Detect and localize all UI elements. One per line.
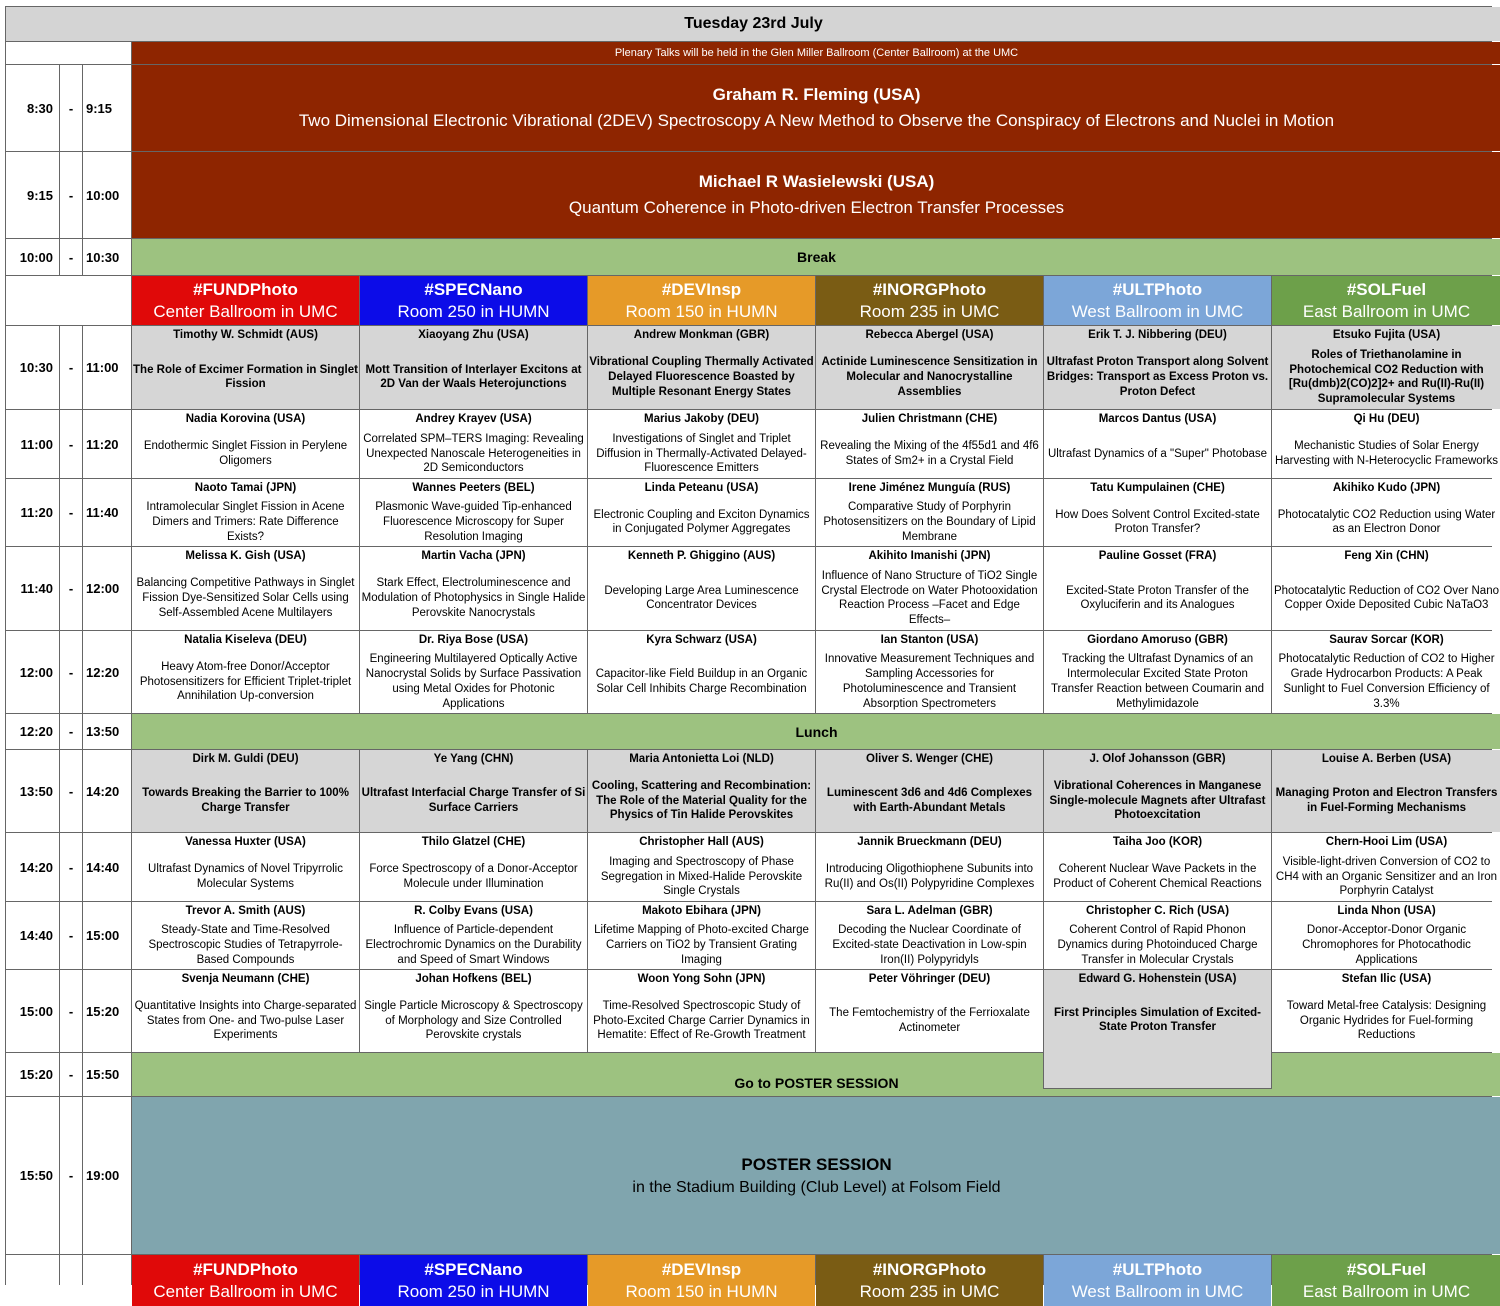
talk-speaker: J. Olof Johansson (GBR) xyxy=(1089,753,1226,765)
talk-cell xyxy=(1044,631,1271,713)
talk-speaker: Dr. Riya Bose (USA) xyxy=(418,634,529,646)
talk-speaker: Svenja Neumann (CHE) xyxy=(181,973,310,985)
track-header xyxy=(132,276,359,325)
talk-cell xyxy=(816,410,1043,478)
talk-speaker: Linda Nhon (USA) xyxy=(1337,905,1436,917)
talk-speaker: Irene Jiménez Munguía (RUS) xyxy=(848,482,1011,494)
time-separator: - xyxy=(60,410,82,478)
page-title: Tuesday 23rd July xyxy=(6,7,1500,41)
track-header xyxy=(588,276,815,325)
time-start: 11:20 xyxy=(6,479,59,546)
plenary-talk xyxy=(132,152,1500,238)
time-start: 15:50 xyxy=(6,1097,59,1254)
talk-cell xyxy=(816,479,1043,546)
time-separator: - xyxy=(60,1053,82,1096)
talk-cell xyxy=(1044,970,1271,1088)
time-separator: - xyxy=(60,326,82,409)
track-room: Room 235 in UMC xyxy=(859,301,1000,321)
time-start: 9:15 xyxy=(6,152,59,238)
talk-cell xyxy=(816,750,1043,832)
talk-cell xyxy=(132,833,359,901)
talk-cell xyxy=(588,326,815,409)
time-end: 14:40 xyxy=(83,833,131,901)
time-separator: - xyxy=(60,714,82,749)
talk-title: Developing Large Area Luminescence Concentrator Devices xyxy=(604,584,799,612)
talk-title: Photocatalytic CO2 Reduction using Water as an Electron Donor xyxy=(1277,508,1496,536)
talk-title: Ultrafast Interfacial Charge Transfer of Si Surface Carriers xyxy=(361,787,586,814)
talk-title: Influence of Particle-dependent Electrochromic Dynamics on the Durability and Speed of Smart Windows xyxy=(365,924,582,966)
talk-title: Endothermic Singlet Fission in Perylene Oligomers xyxy=(143,440,348,467)
talk-speaker: Akihito Imanishi (JPN) xyxy=(868,550,991,562)
talk-speaker: Timothy W. Schmidt (AUS) xyxy=(173,329,318,341)
track-header xyxy=(1044,1255,1271,1306)
talk-cell xyxy=(816,970,1043,1052)
track-room: East Ballroom in UMC xyxy=(1302,301,1471,321)
poster-session xyxy=(132,1097,1500,1254)
talk-cell xyxy=(816,902,1043,969)
talk-title: Force Spectroscopy of a Donor-Acceptor Molecule under Illumination xyxy=(369,863,578,890)
talk-title: Photocatalytic Reduction of CO2 Over Nano Copper Oxide Deposited Cubic NaTaO3 xyxy=(1273,584,1499,612)
time-start: 15:20 xyxy=(6,1053,59,1096)
talk-cell xyxy=(132,479,359,546)
talk-cell xyxy=(588,631,815,713)
track-room: Center Ballroom in UMC xyxy=(153,301,338,321)
talk-speaker: Johan Hofkens (BEL) xyxy=(415,973,532,985)
time-blank xyxy=(6,276,131,325)
time-end: 15:20 xyxy=(83,970,131,1052)
time-end: 15:00 xyxy=(83,902,131,969)
talk-cell xyxy=(816,547,1043,630)
track-tag: #INORGPhoto xyxy=(872,1259,987,1279)
talk-speaker: Martin Vacha (JPN) xyxy=(421,550,526,562)
track-room: Room 250 in HUMN xyxy=(397,301,550,321)
talk-title: Balancing Competitive Pathways in Singlet Fission Dye-Sensitized Solar Cells using Self-Assembled Acene Multilayers xyxy=(136,577,355,619)
talk-speaker: Ye Yang (CHN) xyxy=(433,753,514,765)
talk-title: Coherent Control of Rapid Phonon Dynamics during Photoinduced Charge Transfer in Molecular Crystals xyxy=(1057,924,1258,966)
talk-title: Capacitor-like Field Buildup in an Organic Solar Cell Inhibits Charge Recombination xyxy=(595,668,808,695)
time-end: 15:50 xyxy=(83,1053,131,1096)
talk-speaker: Taiha Joo (KOR) xyxy=(1112,836,1203,848)
time-separator: - xyxy=(60,902,82,969)
talk-title: Toward Metal-free Catalysis: Designing Organic Hydrides for Fuel-forming Reductions xyxy=(1286,999,1487,1042)
track-tag: #DEVInsp xyxy=(661,279,742,299)
track-header xyxy=(1044,276,1271,325)
talk-speaker: Christopher C. Rich (USA) xyxy=(1085,905,1230,917)
talk-speaker: Nadia Korovina (USA) xyxy=(185,413,306,425)
talk-title: Cooling, Scattering and Recombination: The Role of the Material Quality for the Physics of Tin Halide Perovskites xyxy=(591,779,812,822)
track-header xyxy=(1272,276,1500,325)
talk-title: Mott Transition of Interlayer Excitons at 2D Van der Waals Heterojunctions xyxy=(365,363,582,391)
talk-cell xyxy=(360,410,587,478)
talk-cell xyxy=(588,750,815,832)
time-separator: - xyxy=(60,970,82,1052)
poster-heading: POSTER SESSION xyxy=(741,1154,892,1174)
track-room: Room 235 in UMC xyxy=(859,1281,1000,1301)
talk-cell xyxy=(588,410,815,478)
talk-title: Electronic Coupling and Exciton Dynamics in Conjugated Polymer Aggregates xyxy=(593,508,810,536)
talk-cell xyxy=(360,902,587,969)
talk-title: Introducing Oligothiophene Subunits into Ru(II) and Os(II) Polypyridine Complexes xyxy=(824,863,1035,890)
talk-speaker: Andrey Krayev (USA) xyxy=(415,413,532,425)
time-blank xyxy=(60,1255,82,1306)
talk-speaker: Natalia Kiseleva (DEU) xyxy=(184,634,307,646)
plenary-title: Quantum Coherence in Photo-driven Electron Transfer Processes xyxy=(568,198,1065,217)
time-end: 10:00 xyxy=(83,152,131,238)
talk-title: Photocatalytic Reduction of CO2 to Higher Grade Hydrocarbon Products: A Peak Sunlight to Fuel Conversion Efficiency of 3.3% xyxy=(1278,653,1495,710)
talk-title: First Principles Simulation of Excited-State Proton Transfer xyxy=(1053,1006,1262,1034)
talk-cell xyxy=(1044,902,1271,969)
track-room: East Ballroom in UMC xyxy=(1302,1281,1471,1301)
talk-title: Mechanistic Studies of Solar Energy Harvesting with N-Heterocyclic Frameworks xyxy=(1274,440,1499,467)
talk-speaker: Etsuko Fujita (USA) xyxy=(1332,329,1441,341)
talk-cell xyxy=(1272,479,1500,546)
talk-speaker: Woon Yong Sohn (JPN) xyxy=(637,973,766,985)
talk-speaker: Saurav Sorcar (KOR) xyxy=(1329,634,1444,646)
talk-speaker: Christopher Hall (AUS) xyxy=(639,836,764,848)
talk-speaker: Dirk M. Guldi (DEU) xyxy=(192,753,299,765)
talk-speaker: Edward G. Hohenstein (USA) xyxy=(1078,973,1237,985)
talk-title: The Femtochemistry of the Ferrioxalate Actinometer xyxy=(829,1007,1030,1034)
talk-cell xyxy=(132,631,359,713)
talk-title: Luminescent 3d6 and 4d6 Complexes with Earth-Abundant Metals xyxy=(826,787,1033,814)
talk-speaker: Pauline Gosset (FRA) xyxy=(1098,550,1217,562)
talk-cell xyxy=(1044,833,1271,901)
talk-cell xyxy=(588,902,815,969)
track-tag: #FUNDPhoto xyxy=(193,279,298,299)
talk-speaker: Andrew Monkman (GBR) xyxy=(633,329,770,341)
talk-cell xyxy=(132,902,359,969)
time-end: 9:15 xyxy=(83,65,131,151)
talk-title: Donor-Acceptor-Donor Organic Chromophores for Photocathodic Applications xyxy=(1302,924,1471,966)
track-room: West Ballroom in UMC xyxy=(1071,301,1244,321)
talk-cell xyxy=(360,479,587,546)
talk-title: Decoding the Nuclear Coordinate of Excited-state Deactivation in Low-spin Iron(II) Polypyridyls xyxy=(832,924,1027,966)
time-start: 12:20 xyxy=(6,714,59,749)
poster-subtitle: in the Stadium Building (Club Level) at Folsom Field xyxy=(632,1178,1001,1196)
talk-title: Correlated SPM–TERS Imaging: Revealing Unexpected Nanoscale Heterogeneities in 2D Semiconductors xyxy=(363,432,584,475)
talk-speaker: Akihiko Kudo (JPN) xyxy=(1332,482,1441,494)
track-tag: #SOLFuel xyxy=(1346,279,1427,299)
track-header xyxy=(132,1255,359,1306)
talk-title: Ultrafast Dynamics of a "Super" Photobase xyxy=(1047,447,1268,460)
talk-title: Roles of Triethanolamine in Photochemical CO2 Reduction with [Ru(dmb)2(CO)2]2+ and Ru(II)-Ru(II) Supramolecular Systems xyxy=(1288,348,1485,406)
time-end: 12:20 xyxy=(83,631,131,713)
talk-title: Comparative Study of Porphyrin Photosensitizers on the Boundary of Lipid Membrane xyxy=(823,501,1036,543)
talk-title: Imaging and Spectroscopy of Phase Segregation in Mixed-Halide Perovskite Single Crystals xyxy=(600,855,803,898)
talk-cell xyxy=(588,547,815,630)
plenary-title: Two Dimensional Electronic Vibrational (2DEV) Spectroscopy A New Method to Observe the Conspiracy of Electrons and Nuclei in Motion xyxy=(298,111,1335,130)
talk-cell xyxy=(1272,326,1500,409)
time-start: 14:40 xyxy=(6,902,59,969)
talk-title: Influence of Nano Structure of TiO2 Single Crystal Electrode on Water Photooxidation Reaction Process –Facet and Edge Effects– xyxy=(821,569,1038,627)
talk-cell xyxy=(816,833,1043,901)
talk-title: Time-Resolved Spectroscopic Study of Photo-Excited Charge Carrier Dynamics in Hematite: Effect of Re-Growth Treatment xyxy=(593,999,810,1042)
talk-cell xyxy=(1044,326,1271,409)
talk-speaker: Tatu Kumpulainen (CHE) xyxy=(1090,482,1225,494)
talk-title: Quantitative Insights into Charge-separated States from One- and Two-pulse Laser Experiments xyxy=(134,999,357,1042)
time-end: 10:30 xyxy=(83,239,131,275)
talk-speaker: Feng Xin (CHN) xyxy=(1344,550,1429,562)
talk-speaker: Melissa K. Gish (USA) xyxy=(185,550,306,562)
talk-cell xyxy=(816,631,1043,713)
talk-speaker: Erik T. J. Nibbering (DEU) xyxy=(1088,329,1227,341)
time-end: 11:20 xyxy=(83,410,131,478)
talk-speaker: Marius Jakoby (DEU) xyxy=(643,413,760,425)
talk-cell xyxy=(360,833,587,901)
talk-title: Innovative Measurement Techniques and Sampling Accessories for Photoluminescence and Transient Absorption Spectrometers xyxy=(824,653,1035,710)
track-header xyxy=(816,1255,1043,1306)
track-tag: #SPECNano xyxy=(424,1259,523,1279)
talk-cell xyxy=(1272,631,1500,713)
talk-title: Engineering Multilayered Optically Active Nanocrystal Solids by Surface Passivation using Metal Oxides for Photonic Applications xyxy=(365,653,582,710)
time-blank xyxy=(6,42,131,64)
talk-speaker: Sara L. Adelman (GBR) xyxy=(866,905,993,917)
talk-speaker: Julien Christmann (CHE) xyxy=(861,413,998,425)
talk-cell xyxy=(1272,547,1500,630)
talk-speaker: Louise A. Berben (USA) xyxy=(1321,753,1452,765)
talk-title: Towards Breaking the Barrier to 100% Charge Transfer xyxy=(142,787,349,814)
time-end: 14:20 xyxy=(83,750,131,832)
talk-cell xyxy=(588,970,815,1052)
break-bar: Break xyxy=(132,239,1500,275)
time-separator: - xyxy=(60,479,82,546)
poster-go-bar: Go to POSTER SESSION xyxy=(132,1053,1500,1096)
talk-cell xyxy=(1272,902,1500,969)
track-header xyxy=(360,276,587,325)
plenary-talk xyxy=(132,65,1500,151)
talk-cell xyxy=(1044,410,1271,478)
talk-speaker: Makoto Ebihara (JPN) xyxy=(642,905,761,917)
time-separator: - xyxy=(60,750,82,832)
talk-cell xyxy=(816,326,1043,409)
talk-speaker: Kenneth P. Ghiggino (AUS) xyxy=(627,550,776,562)
track-room: Room 150 in HUMN xyxy=(625,1281,778,1301)
talk-speaker: Oliver S. Wenger (CHE) xyxy=(866,753,993,765)
talk-title: Investigations of Singlet and Triplet Diffusion in Thermally-Activated Delayed-Fluorescence Emitters xyxy=(596,432,807,475)
talk-cell xyxy=(132,326,359,409)
talk-cell xyxy=(588,479,815,546)
talk-cell xyxy=(588,833,815,901)
time-separator: - xyxy=(60,152,82,238)
talk-title: Plasmonic Wave-guided Tip-enhanced Fluorescence Microscopy for Super Resolution Imaging xyxy=(375,501,572,543)
talk-cell xyxy=(1044,547,1271,630)
talk-cell xyxy=(132,750,359,832)
track-tag: #ULTPhoto xyxy=(1112,279,1203,299)
plenary-note: Plenary Talks will be held in the Glen Miller Ballroom (Center Ballroom) at the UMC xyxy=(132,42,1500,64)
time-start: 13:50 xyxy=(6,750,59,832)
track-tag: #SOLFuel xyxy=(1346,1259,1427,1279)
talk-speaker: Vanessa Huxter (USA) xyxy=(185,836,306,848)
track-header xyxy=(588,1255,815,1306)
talk-title: Managing Proton and Electron Transfers in Fuel-Forming Mechanisms xyxy=(1275,787,1498,814)
talk-speaker: Marcos Dantus (USA) xyxy=(1098,413,1217,425)
track-header xyxy=(360,1255,587,1306)
talk-title: How Does Solvent Control Excited-state Proton Transfer? xyxy=(1055,508,1260,536)
talk-cell xyxy=(360,631,587,713)
time-separator: - xyxy=(60,239,82,275)
talk-cell xyxy=(1272,750,1500,832)
talk-speaker: Thilo Glatzel (CHE) xyxy=(421,836,526,848)
talk-title: Excited-State Proton Transfer of the Oxyluciferin and its Analogues xyxy=(1066,584,1249,612)
track-header xyxy=(816,276,1043,325)
track-room: Room 250 in HUMN xyxy=(397,1281,550,1301)
track-tag: #ULTPhoto xyxy=(1112,1259,1203,1279)
track-header xyxy=(1272,1255,1500,1306)
time-start: 10:00 xyxy=(6,239,59,275)
talk-speaker: R. Colby Evans (USA) xyxy=(414,905,533,917)
talk-speaker: Chern-Hooi Lim (USA) xyxy=(1325,836,1448,848)
time-start: 11:00 xyxy=(6,410,59,478)
talk-cell xyxy=(360,326,587,409)
track-tag: #FUNDPhoto xyxy=(193,1259,298,1279)
time-separator: - xyxy=(60,547,82,630)
talk-title: Stark Effect, Electroluminescence and Modulation of Photophysics in Single Halide Perovskite Nanocrystals xyxy=(361,577,586,619)
talk-title: Ultrafast Proton Transport along Solvent Bridges: Transport as Excess Proton vs. Proton Defect xyxy=(1046,356,1269,398)
talk-cell xyxy=(1044,479,1271,546)
talk-title: Single Particle Microscopy & Spectroscopy of Morphology and Size Controlled Perovskite crystals xyxy=(364,999,583,1042)
track-tag: #SPECNano xyxy=(424,279,523,299)
talk-speaker: Giordano Amoruso (GBR) xyxy=(1087,634,1228,646)
time-end: 13:50 xyxy=(83,714,131,749)
talk-title: The Role of Excimer Formation in Singlet Fission xyxy=(133,363,358,391)
talk-title: Actinide Luminescence Sensitization in Molecular and Nanocrystalline Assemblies xyxy=(821,356,1038,398)
talk-speaker: Rebecca Abergel (USA) xyxy=(865,329,994,341)
talk-cell xyxy=(360,750,587,832)
talk-title: Coherent Nuclear Wave Packets in the Product of Coherent Chemical Reactions xyxy=(1053,863,1262,890)
talk-speaker: Jannik Brueckmann (DEU) xyxy=(857,836,1002,848)
talk-speaker: Peter Vöhringer (DEU) xyxy=(868,973,991,985)
talk-speaker: Maria Antonietta Loi (NLD) xyxy=(629,753,774,765)
time-start: 11:40 xyxy=(6,547,59,630)
time-start: 10:30 xyxy=(6,326,59,409)
talk-cell xyxy=(132,970,359,1052)
time-blank xyxy=(83,1255,131,1306)
talk-speaker: Stefan Ilic (USA) xyxy=(1341,973,1432,985)
talk-speaker: Xiaoyang Zhu (USA) xyxy=(418,329,529,341)
time-separator: - xyxy=(60,1097,82,1254)
plenary-speaker: Michael R Wasielewski (USA) xyxy=(698,172,935,191)
time-end: 12:00 xyxy=(83,547,131,630)
track-tag: #INORGPhoto xyxy=(872,279,987,299)
talk-cell xyxy=(132,410,359,478)
talk-cell xyxy=(1044,750,1271,832)
talk-cell xyxy=(360,970,587,1052)
talk-cell xyxy=(1272,410,1500,478)
talk-cell xyxy=(1272,970,1500,1052)
talk-title: Revealing the Mixing of the 4f55d1 and 4f6 States of Sm2+ in a Crystal Field xyxy=(820,440,1039,467)
schedule-grid xyxy=(5,6,1499,1301)
time-separator: - xyxy=(60,631,82,713)
talk-speaker: Ian Stanton (USA) xyxy=(880,634,979,646)
track-room: West Ballroom in UMC xyxy=(1071,1281,1244,1301)
talk-speaker: Wannes Peeters (BEL) xyxy=(412,482,535,494)
talk-speaker: Kyra Schwarz (USA) xyxy=(646,634,757,646)
time-start: 15:00 xyxy=(6,970,59,1052)
talk-title: Heavy Atom-free Donor/Acceptor Photosensitizers for Efficient Triplet-triplet Annihilation Up-conversion xyxy=(139,660,352,703)
talk-title: Vibrational Coherences in Manganese Single-molecule Magnets after Ultrafast Photoexcitation xyxy=(1049,779,1266,822)
time-end: 19:00 xyxy=(83,1097,131,1254)
talk-cell xyxy=(1272,833,1500,901)
talk-speaker: Naoto Tamai (JPN) xyxy=(194,482,297,494)
talk-title: Tracking the Ultrafast Dynamics of an Intermolecular Excited State Proton Transfer Reaction between Coumarin and Methylimidazole xyxy=(1050,653,1265,710)
talk-title: Vibrational Coupling Thermally Activated Delayed Fluorescence Boasted by Multiple Resonant Energy States xyxy=(589,356,814,398)
time-blank xyxy=(6,1255,59,1306)
plenary-speaker: Graham R. Fleming (USA) xyxy=(712,85,921,104)
talk-cell xyxy=(132,547,359,630)
talk-speaker: Trevor A. Smith (AUS) xyxy=(185,905,306,917)
track-room: Center Ballroom in UMC xyxy=(153,1281,338,1301)
time-separator: - xyxy=(60,65,82,151)
time-start: 8:30 xyxy=(6,65,59,151)
track-tag: #DEVInsp xyxy=(661,1259,742,1279)
talk-cell xyxy=(360,547,587,630)
talk-title: Intramolecular Singlet Fission in Acene Dimers and Trimers: Rate Difference Exists? xyxy=(146,501,345,543)
talk-speaker: Linda Peteanu (USA) xyxy=(644,482,759,494)
track-room: Room 150 in HUMN xyxy=(625,301,778,321)
time-start: 14:20 xyxy=(6,833,59,901)
talk-title: Ultrafast Dynamics of Novel Tripyrrolic Molecular Systems xyxy=(148,863,343,890)
time-end: 11:40 xyxy=(83,479,131,546)
time-end: 11:00 xyxy=(83,326,131,409)
time-separator: - xyxy=(60,833,82,901)
talk-speaker: Qi Hu (DEU) xyxy=(1353,413,1420,425)
time-start: 12:00 xyxy=(6,631,59,713)
talk-title: Steady-State and Time-Resolved Spectroscopic Studies of Tetrapyrrole-Based Compounds xyxy=(148,924,343,966)
talk-title: Lifetime Mapping of Photo-excited Charge Carriers on TiO2 by Transient Grating Imaging xyxy=(594,924,809,966)
talk-title: Visible-light-driven Conversion of CO2 to CH4 with an Organic Sensitizer and an Iron Porphyrin Catalyst xyxy=(1275,855,1498,898)
lunch-bar: Lunch xyxy=(132,714,1500,749)
